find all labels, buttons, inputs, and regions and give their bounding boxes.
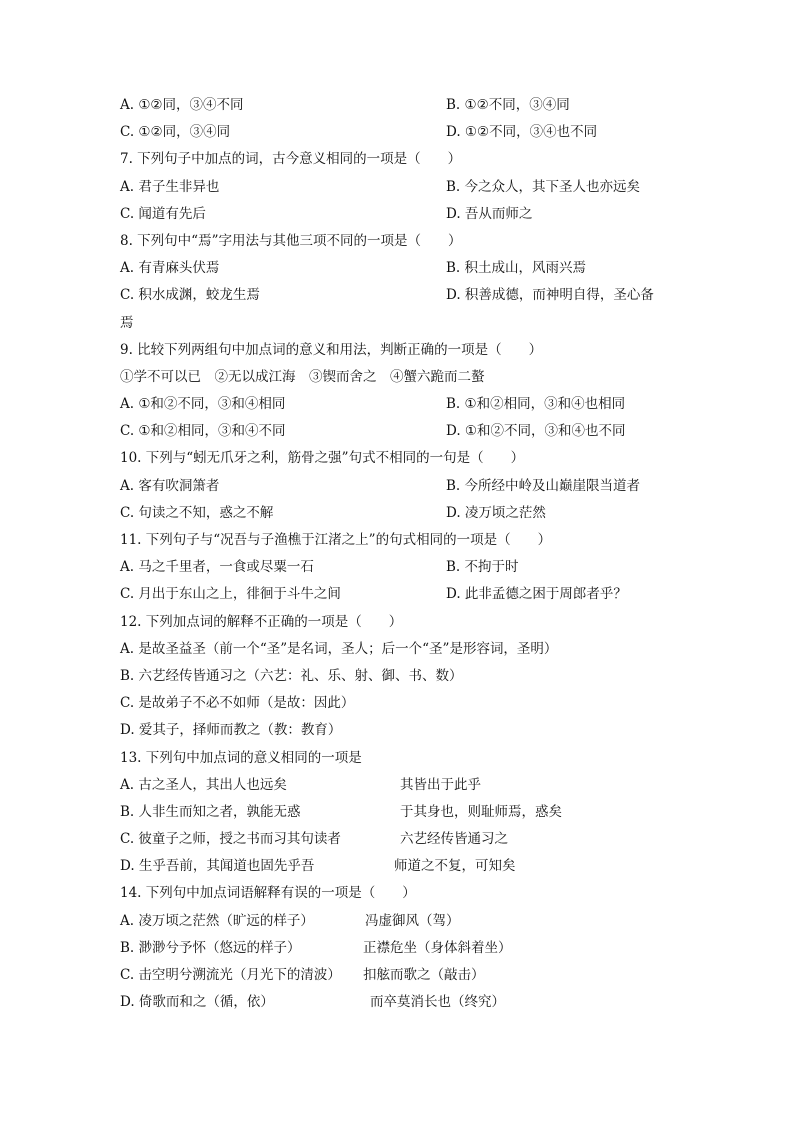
option-left: C. ①和②相同，③和④不同 [120,423,286,440]
option-left: C. 句读之不知，惑之不解 [120,504,274,521]
option-row [120,255,680,282]
question-line: C. 是故弟子不必不如师（是故：因此） [120,695,355,712]
option-left: A. ①②同，③④不同 [120,97,244,113]
option-right: D. 凌万顷之茫然 [446,504,546,521]
option-right: B. 积土成山，风雨兴焉 [446,260,587,277]
option-right: B. ①和②相同，③和④也相同 [446,396,626,413]
option-compare-sentence: 扣舷而歌之（敲击） [363,967,485,983]
question-line: 11. 下列句子与“况吾与子渔樵于江渚之上”的句式相同的一项是（ ） [120,532,552,548]
option-sentence: B. 渺渺兮予怀（悠远的样子） [120,939,301,956]
option-right: D. 吾从而师之 [446,205,533,222]
option-sentence: B. 人非生而知之者，孰能无惑 [120,803,301,820]
option-left: A. 君子生非异也 [120,178,220,195]
option-right: B. 今之众人，其下圣人也亦远矣 [446,178,641,195]
option-row [120,554,680,581]
option-pair-line [120,799,680,826]
option-left: C. 积水成渊，蛟龙生焉 [120,287,260,304]
option-sentence: D. 生乎吾前，其闻道也固先乎吾 [120,858,315,875]
option-row [120,174,680,201]
question-line: 12. 下列加点词的解释不正确的一项是（ ） [120,613,403,630]
question-line: 7. 下列句子中加点的词，古今意义相同的一项是（ ） [120,151,462,168]
question-line: 9. 比较下列两组句中加点词的意义和用法，判断正确的一项是（ ） [120,341,543,358]
option-right: B. ①②不同，③④同 [446,97,570,113]
option-compare-sentence: 于其身也，则耻师焉，惑矣 [400,803,562,820]
option-compare-sentence: 正襟危坐（身体斜着坐） [363,939,512,956]
question-line: D. 爱其子，择师而教之（教：教育） [120,722,342,739]
question-line: 14. 下列句中加点词语解释有误的一项是（ ） [120,885,416,902]
question-line: 8. 下列句中“焉”字用法与其他三项不同的一项是（ ） [120,232,462,249]
question-line: ①学不可以已 ②无以成江海 ③锲而舍之 ④蟹六跪而二螯 [120,368,485,385]
option-left: A. 马之千里者，一食或尽粟一石 [120,559,314,576]
option-sentence: C. 彼童子之师，授之书而习其句读者 [120,831,341,848]
option-right: D. 此非孟德之困于周郎者乎？ [446,586,627,603]
option-row [120,201,680,228]
option-pair-line [120,989,680,1016]
option-left: C. ①②同，③④同 [120,124,231,141]
option-right: D. ①②不同，③④也不同 [446,124,598,141]
option-row [120,391,680,418]
option-left: A. 客有吹洞箫者 [120,477,220,494]
option-row [120,119,680,146]
option-left: C. 月出于东山之上，徘徊于斗牛之间 [120,586,341,603]
option-row [120,581,680,608]
option-left: A. ①和②不同，③和④相同 [120,396,286,413]
option-row [120,282,680,309]
option-compare-sentence: 师道之不复，可知矣 [394,858,516,875]
option-pair-line [120,772,680,799]
option-sentence: A. 凌万顷之茫然（旷远的样子） [120,912,314,929]
question-line: 焉 [120,314,134,331]
question-line: A. 是故圣益圣（前一个“圣”是名词，圣人；后一个“圣”是形容词，圣明） [120,640,558,657]
option-right: B. 不拘于时 [446,559,519,576]
question-line: B. 六艺经传皆通习之（六艺：礼、乐、射、御、书、数） [120,667,463,684]
option-sentence: D. 倚歌而和之（循，依） [120,994,274,1011]
option-compare-sentence: 其皆出于此乎 [400,776,481,793]
option-pair-line [120,826,680,853]
option-compare-sentence: 而卒莫消长也（终究） [370,994,505,1011]
exam-page [120,92,680,1016]
option-pair-line [120,908,680,935]
option-right: D. 积善成德，而神明自得，圣心备 [446,287,654,304]
option-row [120,418,680,445]
option-compare-sentence: 冯虚御风（驾） [365,912,460,929]
question-line: 10. 下列与“蚓无爪牙之利，筋骨之强”句式不相同的一句是（ ） [120,450,525,467]
option-right: B. 今所经中岭及山巅崖限当道者 [446,477,641,494]
option-compare-sentence: 六艺经传皆通习之 [400,831,508,848]
option-pair-line [120,853,680,880]
option-sentence: C. 击空明兮溯流光（月光下的清波） [120,967,341,983]
option-right: D. ①和②不同，③和④也不同 [446,423,626,440]
question-line: 13. 下列句中加点词的意义相同的一项是 [120,749,362,766]
option-left: A. 有青麻头伏焉 [120,260,220,277]
option-pair-line [120,935,680,962]
option-row [120,92,680,119]
option-pair-line [120,962,680,989]
option-row [120,500,680,527]
option-sentence: A. 古之圣人，其出人也远矣 [120,776,287,793]
option-row [120,473,680,500]
option-left: C. 闻道有先后 [120,205,206,222]
